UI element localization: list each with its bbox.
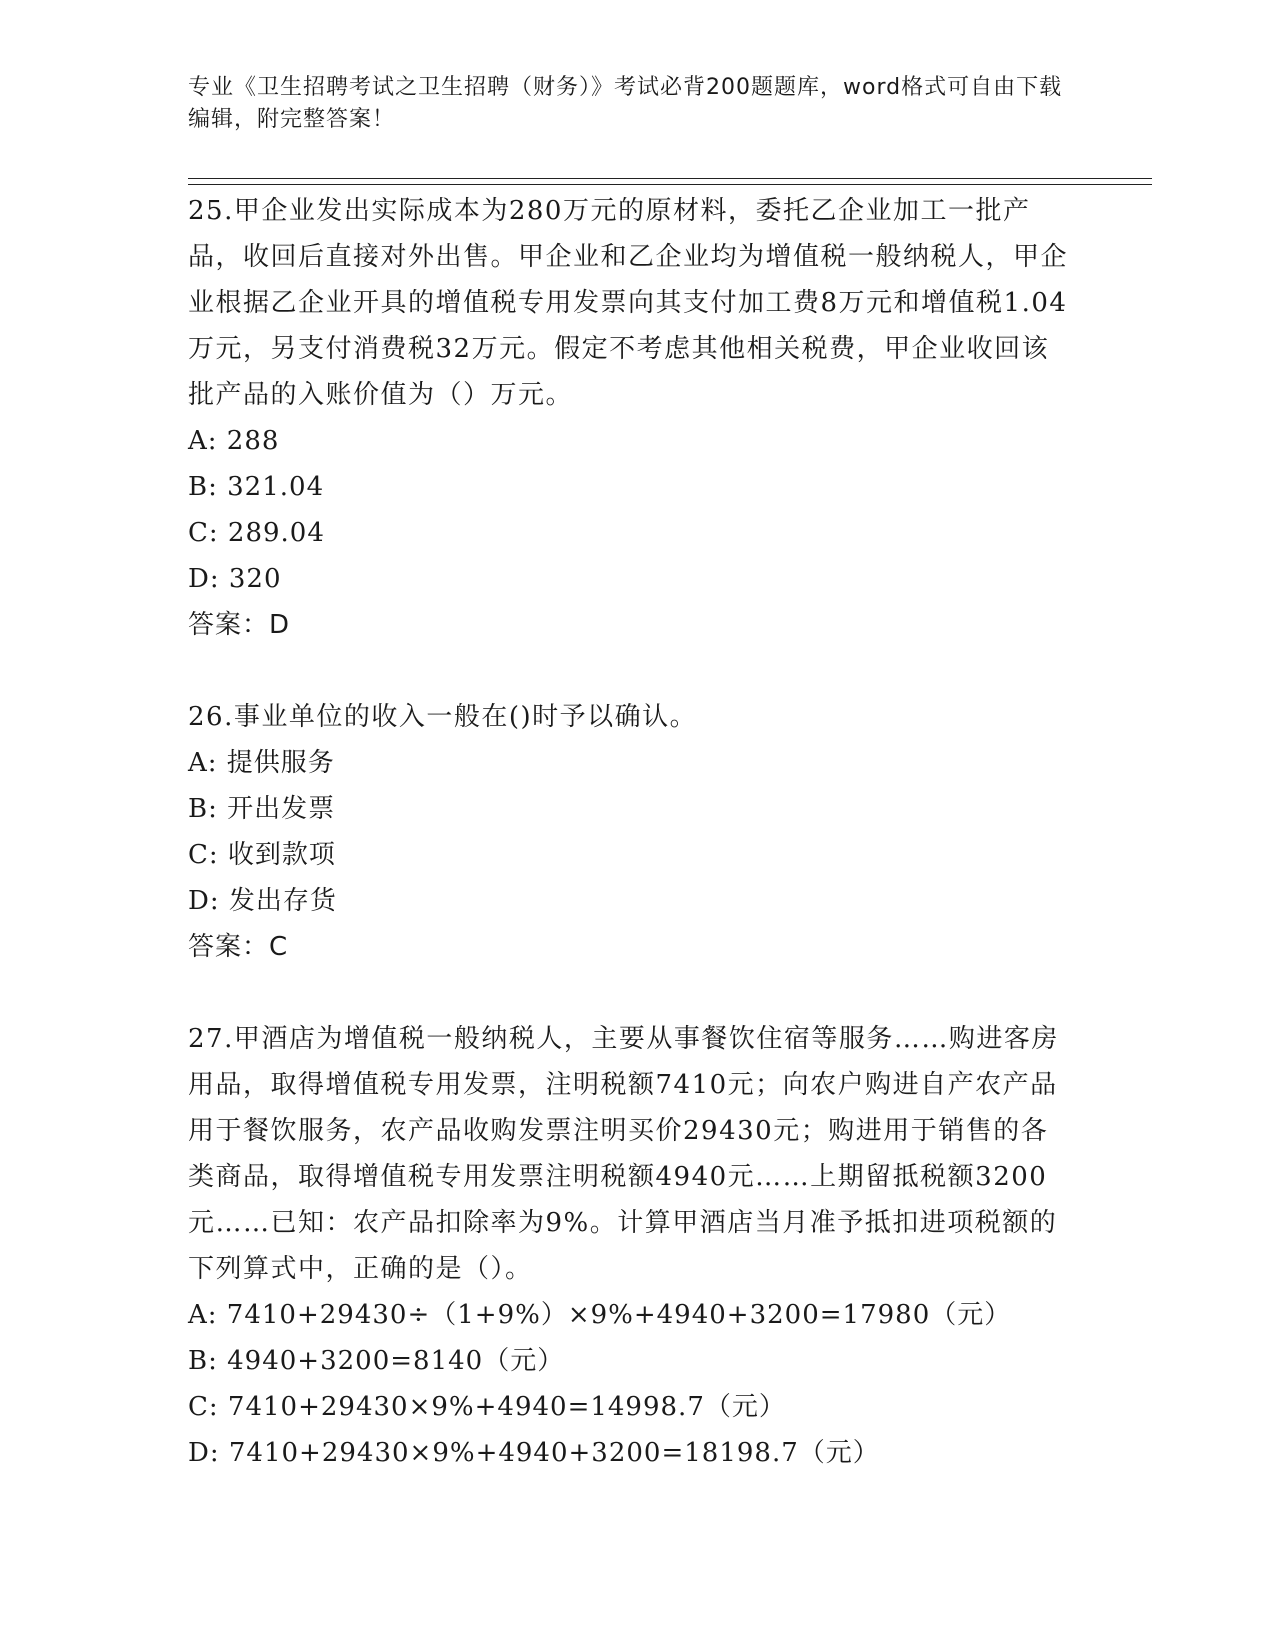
option-c: C: 289.04	[188, 518, 325, 548]
question-text: 27.甲酒店为增值税一般纳税人，主要从事餐饮住宿等服务……购进客房用品，取得增值税专用发票，注明税额7410元；向农户购进自产农产品用于餐饮服务，农产品收购发票注明买价29430元；购进用于销售的各类商品，取得增值税专用发票注明税额4940元……上期留抵税额3200元……已知：农产品扣除率为9%。计算甲酒店当月准予抵扣进项税额的下列算式中，正确的是（）。	[188, 1024, 1059, 1284]
option-b: B: 321.04	[188, 472, 325, 502]
page-header: 专业《卫生招聘考试之卫生招聘（财务）》考试必背200题题库，word格式可自由下载编辑，附完整答案！	[188, 75, 1063, 132]
question-text: 26.事业单位的收入一般在()时予以确认。	[188, 702, 698, 732]
header-divider-top	[188, 178, 1152, 179]
spacer	[188, 970, 1088, 1016]
option-c: C: 7410+29430×9%+4940=14998.7（元）	[188, 1392, 786, 1422]
option-c: C: 收到款项	[188, 840, 336, 870]
option-b: B: 开出发票	[188, 794, 336, 824]
option-d: D: 发出存货	[188, 886, 337, 916]
spacer	[188, 648, 1088, 694]
option-d: D: 7410+29430×9%+4940+3200=18198.7（元）	[188, 1438, 880, 1468]
option-a: A: 288	[188, 426, 280, 456]
question-text: 25.甲企业发出实际成本为280万元的原材料，委托乙企业加工一批产品，收回后直接对外出售。甲企业和乙企业均为增值税一般纳税人，甲企业根据乙企业开具的增值税专用发票向其支付加工费8万元和增值税1.04万元，另支付消费税32万元。假定不考虑其他相关税费，甲企业收回该批产品的入账价值为（）万元。	[188, 196, 1069, 410]
answer-line: 答案：D	[188, 610, 291, 640]
answer-line: 答案：C	[188, 932, 289, 962]
option-a: A: 提供服务	[188, 748, 335, 778]
question-27	[188, 1016, 1088, 1476]
question-26	[188, 694, 1088, 970]
question-25	[188, 188, 1088, 648]
option-b: B: 4940+3200=8140（元）	[188, 1346, 565, 1376]
option-d: D: 320	[188, 564, 282, 594]
question-list	[188, 188, 1088, 1476]
header-divider-bottom	[188, 184, 1152, 185]
option-a: A: 7410+29430÷（1+9%）×9%+4940+3200=17980（元）	[188, 1300, 1012, 1330]
